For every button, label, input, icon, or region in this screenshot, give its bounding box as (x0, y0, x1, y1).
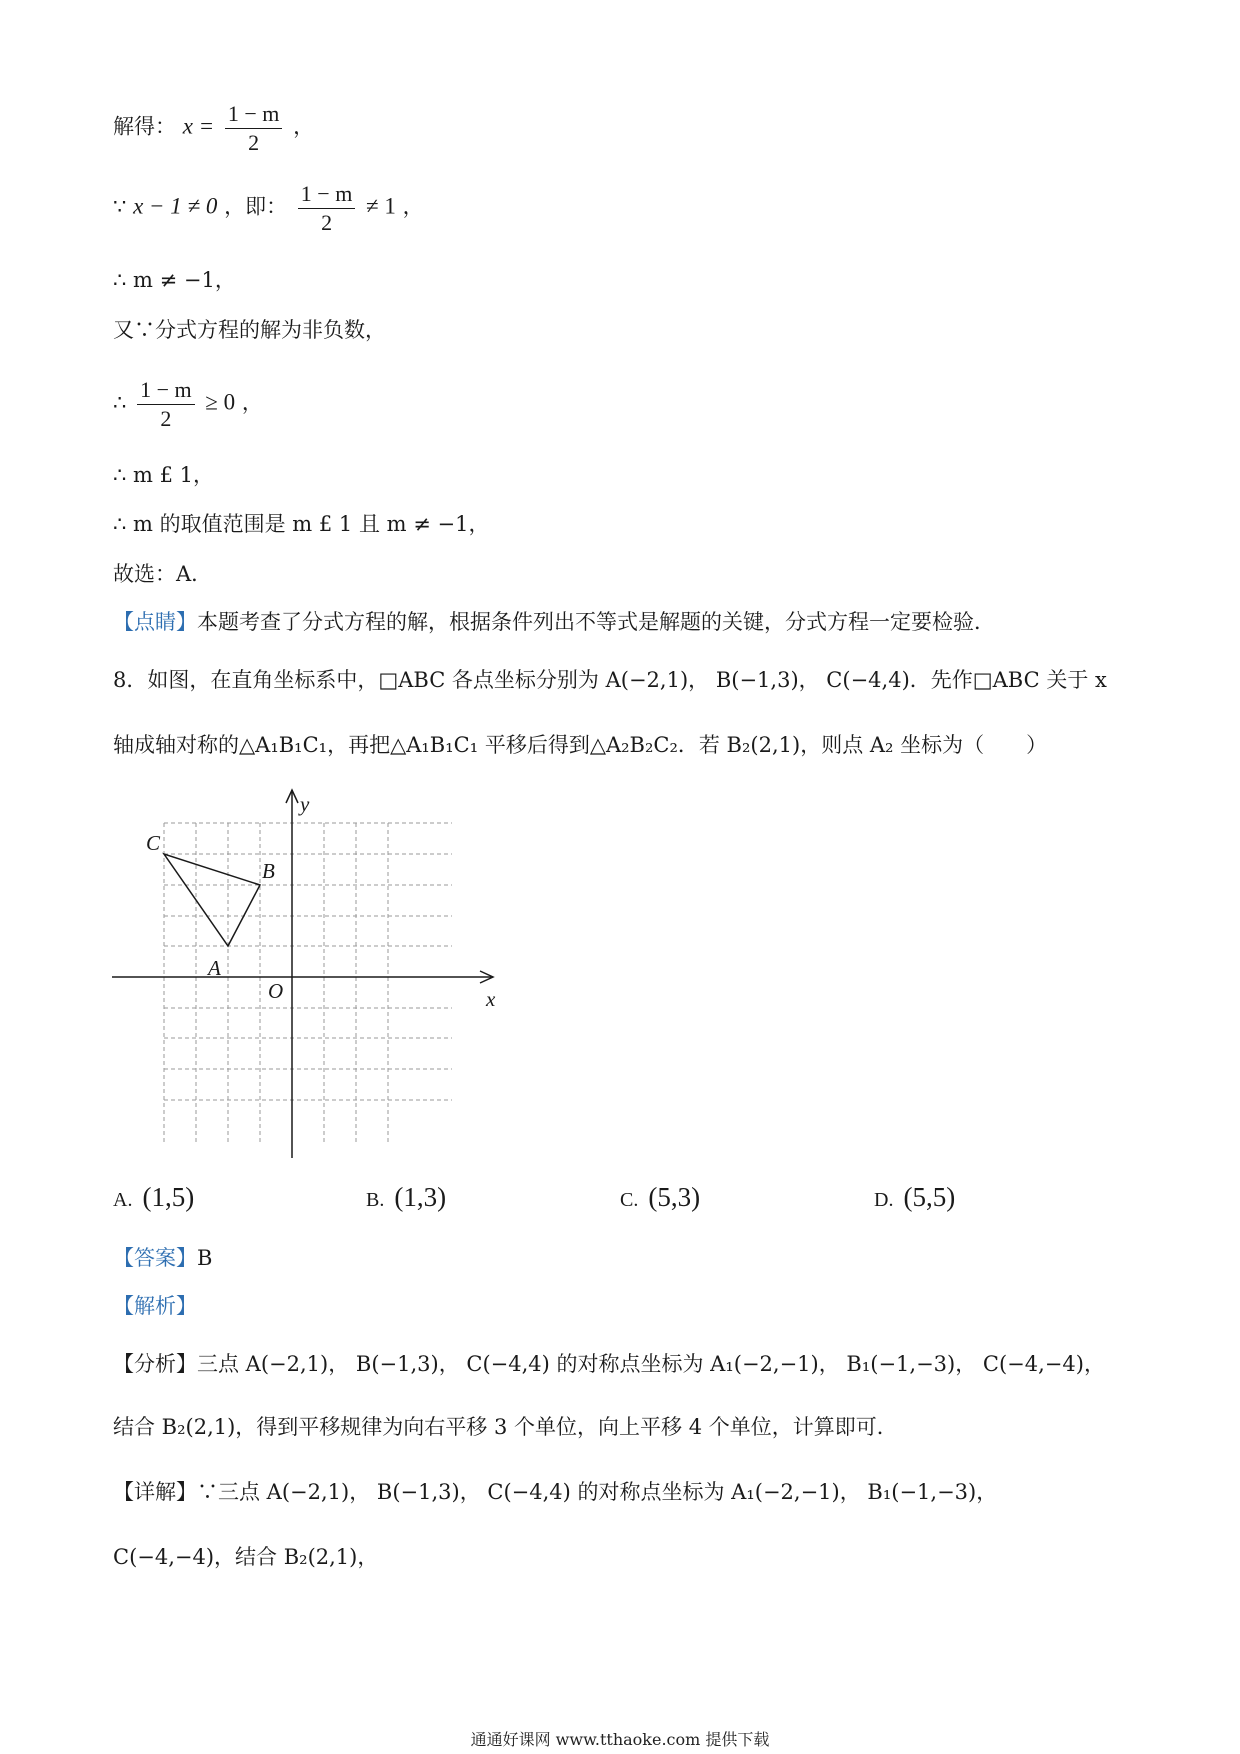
solution-line-3: ∴ m ≠ −1， (113, 268, 236, 292)
analysis-tag: 【解析】 (113, 1294, 197, 1318)
solution-line-5 (113, 376, 263, 432)
fenxi-tag: 【分析】 (113, 1352, 197, 1376)
fraction (298, 180, 356, 236)
xiangjie-line-2: C(−4,−4)，结合 B₂(2,1)， (113, 1545, 379, 1569)
origin-label: O (268, 979, 284, 1003)
fraction-numerator: 1 − m (298, 180, 356, 209)
fraction-numerator: 1 − m (225, 100, 283, 129)
option-c (620, 1182, 700, 1213)
question-line-2: 轴成轴对称的△A₁B₁C₁，再把△A₁B₁C₁ 平移后得到△A₂B₂C₂．若 B₂(2,1)，则点 A₂ 坐标为（ ） (113, 733, 1048, 757)
option-b (366, 1182, 446, 1213)
analysis-heading (113, 1294, 197, 1319)
fraction-denominator: 2 (160, 405, 172, 431)
question-line-1: 8．如图，在直角坐标系中，□ABC 各点坐标分别为 A(−2,1)， B(−1,3)， C(−4,4)．先作□ABC 关于 x (113, 668, 1107, 692)
answer-tag: 【答案】 (113, 1246, 197, 1270)
dianjing-tag: 【点睛】 (113, 610, 197, 634)
dianjing-line (113, 610, 995, 635)
dianjing-text: 本题考查了分式方程的解，根据条件列出不等式是解题的关键，分式方程一定要检验． (197, 610, 995, 634)
fraction-numerator: 1 − m (137, 376, 195, 405)
math-expr: x = (182, 113, 215, 139)
text: ， (241, 390, 263, 415)
text: ，即： (224, 194, 288, 219)
option-d (874, 1182, 955, 1213)
because-symbol: ∵ (113, 194, 127, 219)
therefore-symbol: ∴ (113, 390, 127, 415)
option-a (113, 1182, 194, 1213)
answer-line (113, 1246, 212, 1271)
solution-line-7: ∴ m 的取值范围是 m £ 1 且 m ≠ −1， (113, 512, 490, 536)
math-expr: x − 1 ≠ 0 (133, 193, 218, 219)
option-value: (5,3) (648, 1182, 701, 1212)
fenxi-line-1 (113, 1352, 1105, 1377)
fraction-denominator: 2 (321, 209, 333, 235)
point-a-label: A (208, 956, 221, 980)
option-label: A. (113, 1189, 133, 1211)
fraction (137, 376, 195, 432)
fenxi-line-2: 结合 B₂(2,1)，得到平移规律为向右平移 3 个单位，向上平移 4 个单位，计算即可． (113, 1415, 898, 1439)
xiangjie-line-1 (113, 1480, 997, 1505)
option-label: C. (620, 1189, 639, 1211)
fenxi-text: 三点 A(−2,1)， B(−1,3)， C(−4,4) 的对称点坐标为 A₁(−2,−1)， B₁(−1,−3)， C(−4,−4)， (197, 1352, 1105, 1376)
option-value: (1,5) (142, 1182, 195, 1212)
xiangjie-text: ∵三点 A(−2,1)， B(−1,3)， C(−4,4) 的对称点坐标为 A₁(−2,−1)， B₁(−1,−3)， (197, 1480, 998, 1504)
xiangjie-tag: 【详解】 (113, 1480, 197, 1504)
option-value: (5,5) (903, 1182, 956, 1212)
answer-value: B (197, 1246, 213, 1270)
x-axis-label: x (486, 987, 496, 1011)
solution-line-1 (113, 100, 314, 156)
footer-watermark: 通通好课网 www.tthaoke.com 提供下载 (470, 1730, 770, 1749)
option-value: (1,3) (394, 1182, 447, 1212)
text: ， (402, 194, 424, 219)
solution-line-4: 又∵分式方程的解为非负数， (113, 318, 386, 342)
math-expr: ≥ 0 (205, 389, 236, 415)
coordinate-figure (100, 780, 520, 1170)
option-label: B. (366, 1189, 385, 1211)
solution-line-2 (113, 180, 424, 236)
y-axis-label: y (300, 792, 310, 816)
text: ， (293, 114, 315, 139)
solution-line-6: ∴ m £ 1， (113, 463, 215, 487)
fraction-denominator: 2 (248, 129, 260, 155)
point-b-label: B (262, 859, 275, 883)
math-expr: ≠ 1 (366, 193, 396, 219)
fraction (225, 100, 283, 156)
text: 解得： (113, 114, 176, 139)
point-c-label: C (146, 831, 161, 855)
solution-line-8: 故选：A． (113, 562, 213, 586)
option-label: D. (874, 1189, 894, 1211)
